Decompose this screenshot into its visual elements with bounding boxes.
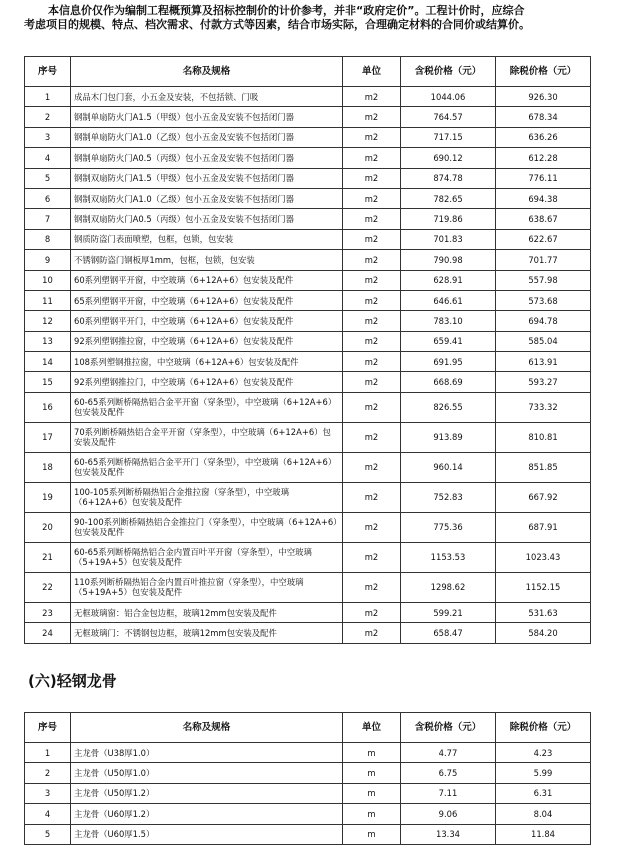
row-tax-ex-price: 687.91 [496, 512, 591, 542]
row-name: 不锈钢防盗门钢板厚1mm，包框，包锁，包安装 [71, 250, 343, 270]
table-row [25, 602, 591, 622]
row-name: 钢质防盗门表面喷塑，包框，包锁，包安装 [71, 229, 343, 249]
row-tax-in-price: 874.78 [401, 168, 496, 188]
row-tax-ex-price: 678.34 [496, 107, 591, 127]
table-row [25, 452, 591, 482]
table-row [25, 804, 591, 824]
row-unit: m [343, 804, 401, 824]
row-tax-ex-price: 584.20 [496, 623, 591, 643]
row-tax-in-price: 668.69 [401, 372, 496, 392]
row-tax-in-price: 690.12 [401, 148, 496, 168]
row-number: 13 [25, 331, 71, 351]
table-row [25, 372, 591, 392]
row-tax-in-price: 826.55 [401, 392, 496, 422]
table-row [25, 127, 591, 147]
row-number: 1 [25, 743, 71, 763]
row-unit: m2 [343, 148, 401, 168]
row-tax-ex-price: 701.77 [496, 250, 591, 270]
row-unit: m2 [343, 602, 401, 622]
header-name: 名称及规格 [71, 57, 343, 87]
table-row [25, 572, 591, 602]
row-number: 1 [25, 87, 71, 107]
intro-notice [24, 4, 584, 32]
row-number: 6 [25, 188, 71, 208]
row-tax-ex-price: 1023.43 [496, 542, 591, 572]
row-name: 92系列塑钢推拉窗，中空玻璃（6+12A+6）包安装及配件 [71, 331, 343, 351]
row-tax-in-price: 719.86 [401, 209, 496, 229]
row-number: 22 [25, 572, 71, 602]
row-name: 钢制单扇防火门A1.5（甲级）包小五金及安装不包括闭门器 [71, 107, 343, 127]
table-row [25, 512, 591, 542]
row-tax-ex-price: 612.28 [496, 148, 591, 168]
row-tax-in-price: 646.61 [401, 290, 496, 310]
row-number: 4 [25, 804, 71, 824]
row-unit: m2 [343, 270, 401, 290]
row-unit: m2 [343, 127, 401, 147]
row-tax-ex-price: 593.27 [496, 372, 591, 392]
row-number: 7 [25, 209, 71, 229]
header-tax-ex: 除税价格（元） [496, 57, 591, 87]
row-tax-ex-price: 5.99 [496, 763, 591, 783]
row-tax-in-price: 7.11 [401, 783, 496, 803]
row-tax-ex-price: 622.67 [496, 229, 591, 249]
row-unit: m2 [343, 542, 401, 572]
row-tax-in-price: 764.57 [401, 107, 496, 127]
row-number: 3 [25, 127, 71, 147]
row-unit: m2 [343, 422, 401, 452]
row-tax-ex-price: 613.91 [496, 352, 591, 372]
row-name: 70系列断桥隔热铝合金平开窗（穿条型），中空玻璃（6+12A+6）包安装及配件 [71, 422, 343, 452]
row-number: 5 [25, 168, 71, 188]
row-name: 无框玻璃窗：铝合金包边框，玻璃12mm包安装及配件 [71, 602, 343, 622]
row-tax-in-price: 4.77 [401, 743, 496, 763]
row-tax-in-price: 701.83 [401, 229, 496, 249]
row-number: 14 [25, 352, 71, 372]
row-name: 90-100系列断桥隔热铝合金推拉门（穿条型），中空玻璃（6+12A+6）包安装及配件 [71, 512, 343, 542]
table-row [25, 209, 591, 229]
row-tax-ex-price: 573.68 [496, 290, 591, 310]
row-tax-in-price: 960.14 [401, 452, 496, 482]
table-row [25, 352, 591, 372]
row-unit: m2 [343, 250, 401, 270]
row-name: 主龙骨（U60厚1.5） [71, 824, 343, 844]
row-tax-in-price: 13.34 [401, 824, 496, 844]
row-tax-in-price: 691.95 [401, 352, 496, 372]
row-unit: m2 [343, 229, 401, 249]
row-tax-ex-price: 926.30 [496, 87, 591, 107]
price-table-light-steel-keel [24, 712, 591, 845]
row-number: 5 [25, 824, 71, 844]
row-number: 9 [25, 250, 71, 270]
row-number: 18 [25, 452, 71, 482]
row-tax-in-price: 1298.62 [401, 572, 496, 602]
header-no: 序号 [25, 57, 71, 87]
header-no: 序号 [25, 713, 71, 743]
row-name: 60系列塑钢平开窗，中空玻璃（6+12A+6）包安装及配件 [71, 270, 343, 290]
table-row [25, 87, 591, 107]
table-row [25, 623, 591, 643]
row-name: 钢制单扇防火门A1.0（乙级）包小五金及安装不包括闭门器 [71, 127, 343, 147]
table-header-row [25, 713, 591, 743]
row-unit: m2 [343, 482, 401, 512]
row-unit: m2 [343, 572, 401, 602]
row-unit: m2 [343, 107, 401, 127]
row-tax-ex-price: 694.38 [496, 188, 591, 208]
row-name: 无框玻璃门：不锈钢包边框，玻璃12mm包安装及配件 [71, 623, 343, 643]
row-number: 20 [25, 512, 71, 542]
row-unit: m2 [343, 352, 401, 372]
row-tax-in-price: 628.91 [401, 270, 496, 290]
row-name: 钢制单扇防火门A0.5（丙级）包小五金及安装不包括闭门器 [71, 148, 343, 168]
price-table-doors-windows [24, 56, 591, 644]
header-unit: 单位 [343, 57, 401, 87]
row-tax-in-price: 782.65 [401, 188, 496, 208]
table-row [25, 188, 591, 208]
row-tax-ex-price: 6.31 [496, 783, 591, 803]
row-name: 钢制双扇防火门A0.5（丙级）包小五金及安装不包括闭门器 [71, 209, 343, 229]
row-tax-ex-price: 776.11 [496, 168, 591, 188]
row-unit: m [343, 763, 401, 783]
table-row [25, 542, 591, 572]
row-number: 24 [25, 623, 71, 643]
row-number: 19 [25, 482, 71, 512]
row-unit: m [343, 824, 401, 844]
row-number: 11 [25, 290, 71, 310]
table-row [25, 270, 591, 290]
row-tax-in-price: 783.10 [401, 311, 496, 331]
table-row [25, 168, 591, 188]
row-tax-in-price: 752.83 [401, 482, 496, 512]
row-name: 钢制双扇防火门A1.0（乙级）包小五金及安装不包括闭门器 [71, 188, 343, 208]
row-unit: m2 [343, 87, 401, 107]
row-tax-ex-price: 733.32 [496, 392, 591, 422]
table-row [25, 107, 591, 127]
row-number: 16 [25, 392, 71, 422]
row-tax-in-price: 1044.06 [401, 87, 496, 107]
row-number: 17 [25, 422, 71, 452]
row-tax-ex-price: 557.98 [496, 270, 591, 290]
row-name: 100-105系列断桥隔热铝合金推拉窗（穿条型），中空玻璃（6+12A+6）包安装及配件 [71, 482, 343, 512]
table-row [25, 824, 591, 844]
row-tax-ex-price: 694.78 [496, 311, 591, 331]
row-name: 108系列塑钢推拉窗，中空玻璃（6+12A+6）包安装及配件 [71, 352, 343, 372]
table-row [25, 290, 591, 310]
row-unit: m2 [343, 372, 401, 392]
section-title: (六)轻钢龙骨 [28, 672, 117, 690]
row-name: 主龙骨（U60厚1.2） [71, 804, 343, 824]
row-unit: m2 [343, 452, 401, 482]
row-tax-in-price: 913.89 [401, 422, 496, 452]
row-unit: m2 [343, 290, 401, 310]
row-unit: m2 [343, 512, 401, 542]
row-number: 8 [25, 229, 71, 249]
row-unit: m2 [343, 331, 401, 351]
row-name: 主龙骨（U50厚1.2） [71, 783, 343, 803]
table-row [25, 250, 591, 270]
row-unit: m [343, 783, 401, 803]
header-tax-in: 含税价格（元） [401, 57, 496, 87]
table-row [25, 148, 591, 168]
table-header-row [25, 57, 591, 87]
row-unit: m2 [343, 168, 401, 188]
table-row [25, 422, 591, 452]
intro-line-1: 本信息价仅作为编制工程概预算及招标控制价的计价参考，并非“政府定价”。工程计价时，应综合 [48, 4, 525, 17]
header-name: 名称及规格 [71, 713, 343, 743]
row-tax-ex-price: 585.04 [496, 331, 591, 351]
row-name: 主龙骨（U38厚1.0） [71, 743, 343, 763]
row-number: 12 [25, 311, 71, 331]
row-tax-in-price: 658.47 [401, 623, 496, 643]
row-name: 60-65系列断桥隔热铝合金平开窗（穿条型），中空玻璃（6+12A+6）包安装及配件 [71, 392, 343, 422]
row-tax-ex-price: 667.92 [496, 482, 591, 512]
row-unit: m2 [343, 311, 401, 331]
row-number: 10 [25, 270, 71, 290]
row-number: 23 [25, 602, 71, 622]
row-tax-ex-price: 4.23 [496, 743, 591, 763]
row-number: 21 [25, 542, 71, 572]
row-number: 3 [25, 783, 71, 803]
row-name: 60系列塑钢平开门，中空玻璃（6+12A+6）包安装及配件 [71, 311, 343, 331]
header-tax-ex: 除税价格（元） [496, 713, 591, 743]
row-unit: m [343, 743, 401, 763]
row-tax-ex-price: 636.26 [496, 127, 591, 147]
row-number: 4 [25, 148, 71, 168]
row-unit: m2 [343, 392, 401, 422]
row-tax-in-price: 659.41 [401, 331, 496, 351]
row-unit: m2 [343, 209, 401, 229]
row-tax-ex-price: 1152.15 [496, 572, 591, 602]
row-tax-in-price: 6.75 [401, 763, 496, 783]
header-tax-in: 含税价格（元） [401, 713, 496, 743]
row-tax-ex-price: 810.81 [496, 422, 591, 452]
table-row [25, 392, 591, 422]
row-number: 2 [25, 107, 71, 127]
table-row [25, 229, 591, 249]
row-tax-ex-price: 11.84 [496, 824, 591, 844]
row-name: 主龙骨（U50厚1.0） [71, 763, 343, 783]
row-tax-in-price: 775.36 [401, 512, 496, 542]
row-tax-in-price: 717.15 [401, 127, 496, 147]
table-row [25, 763, 591, 783]
header-unit: 单位 [343, 713, 401, 743]
table-row [25, 783, 591, 803]
row-tax-in-price: 1153.53 [401, 542, 496, 572]
row-name: 110系列断桥隔热铝合金内置百叶推拉窗（穿条型），中空玻璃（5+19A+5）包安装及配件 [71, 572, 343, 602]
row-tax-ex-price: 531.63 [496, 602, 591, 622]
row-unit: m2 [343, 623, 401, 643]
table-row [25, 311, 591, 331]
row-tax-in-price: 599.21 [401, 602, 496, 622]
row-name: 钢制双扇防火门A1.5（甲级）包小五金及安装不包括闭门器 [71, 168, 343, 188]
table-row [25, 331, 591, 351]
row-name: 成品木门包门套，小五金及安装，不包括锁、门吸 [71, 87, 343, 107]
row-number: 15 [25, 372, 71, 392]
row-tax-in-price: 790.98 [401, 250, 496, 270]
row-name: 92系列塑钢推拉门，中空玻璃（6+12A+6）包安装及配件 [71, 372, 343, 392]
row-name: 65系列塑钢平开窗，中空玻璃（6+12A+6）包安装及配件 [71, 290, 343, 310]
intro-line-2: 考虑项目的规模、特点、档次需求、付款方式等因素，结合市场实际，合理确定材料的合同价或结算价。 [24, 18, 530, 31]
table-row [25, 743, 591, 763]
row-tax-ex-price: 851.85 [496, 452, 591, 482]
row-tax-ex-price: 8.04 [496, 804, 591, 824]
row-tax-in-price: 9.06 [401, 804, 496, 824]
row-name: 60-65系列断桥隔热铝合金平开门（穿条型），中空玻璃（6+12A+6）包安装及配件 [71, 452, 343, 482]
row-tax-ex-price: 638.67 [496, 209, 591, 229]
row-name: 60-65系列断桥隔热铝合金内置百叶平开窗（穿条型），中空玻璃（5+19A+5）包安装及配件 [71, 542, 343, 572]
row-unit: m2 [343, 188, 401, 208]
row-number: 2 [25, 763, 71, 783]
table-row [25, 482, 591, 512]
